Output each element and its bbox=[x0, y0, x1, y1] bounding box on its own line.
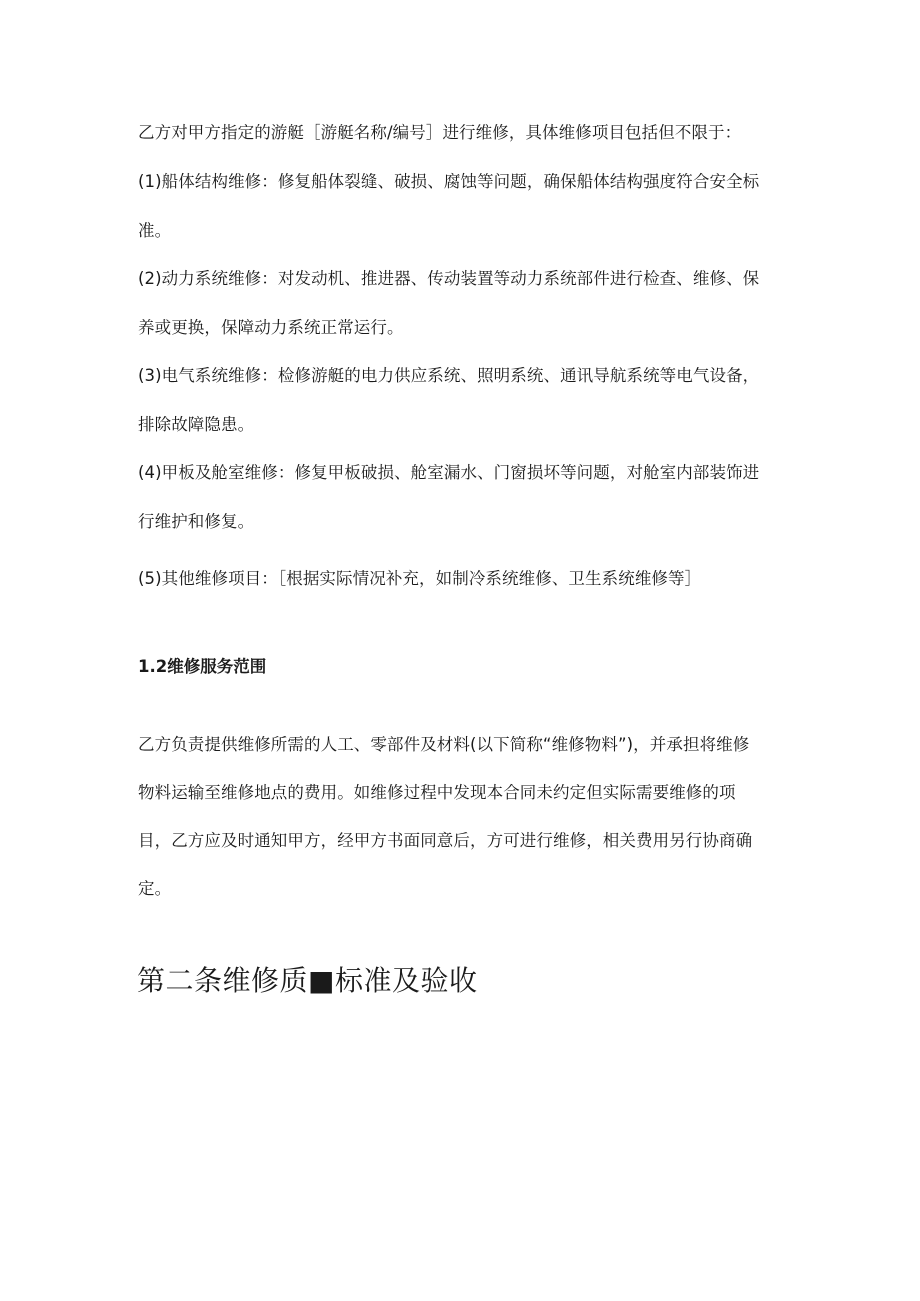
section-title: 第二条维修质■标准及验收 bbox=[137, 964, 478, 997]
service-line-2: 物料运输至维修地点的费用。如维修过程中发现本合同未约定但实际需要维修的项 bbox=[138, 783, 736, 802]
service-line-1: 乙方负责提供维修所需的人工、零部件及材料(以下简称“维修物料”)，并承担将维修 bbox=[138, 735, 750, 754]
scope-item-4-line-2: 行维护和修复。 bbox=[138, 512, 255, 531]
scope-item-5-line-1: (5)其他维修项目：［根据实际情况补充，如制冷系统维修、卫生系统维修等］ bbox=[138, 569, 702, 588]
scope-item-1-line-2: 准。 bbox=[138, 221, 172, 240]
scope-line-1: 乙方对甲方指定的游艇［游艇名称/编号］进行维修，具体维修项目包括但不限于： bbox=[138, 123, 742, 142]
subsection-title: 1.2维修服务范围 bbox=[138, 657, 267, 676]
scope-item-3-line-1: (3)电气系统维修：检修游艇的电力供应系统、照明系统、通讯导航系统等电气设备， bbox=[138, 366, 760, 385]
scope-item-2-line-2: 养或更换，保障动力系统正常运行。 bbox=[138, 318, 404, 337]
service-line-4: 定。 bbox=[138, 879, 172, 898]
scope-item-2-line-1: (2)动力系统维修：对发动机、推进器、传动装置等动力系统部件进行检查、维修、保 bbox=[138, 269, 760, 288]
service-line-3: 目，乙方应及时通知甲方，经甲方书面同意后，方可进行维修，相关费用另行协商确 bbox=[138, 831, 753, 850]
scope-item-1-line-1: (1)船体结构维修：修复船体裂缝、破损、腐蚀等问题，确保船体结构强度符合安全标 bbox=[138, 172, 760, 191]
scope-item-4-line-1: (4)甲板及舱室维修：修复甲板破损、舱室漏水、门窗损坏等问题，对舱室内部装饰进 bbox=[138, 463, 760, 482]
scope-item-3-line-2: 排除故障隐患。 bbox=[138, 415, 255, 434]
